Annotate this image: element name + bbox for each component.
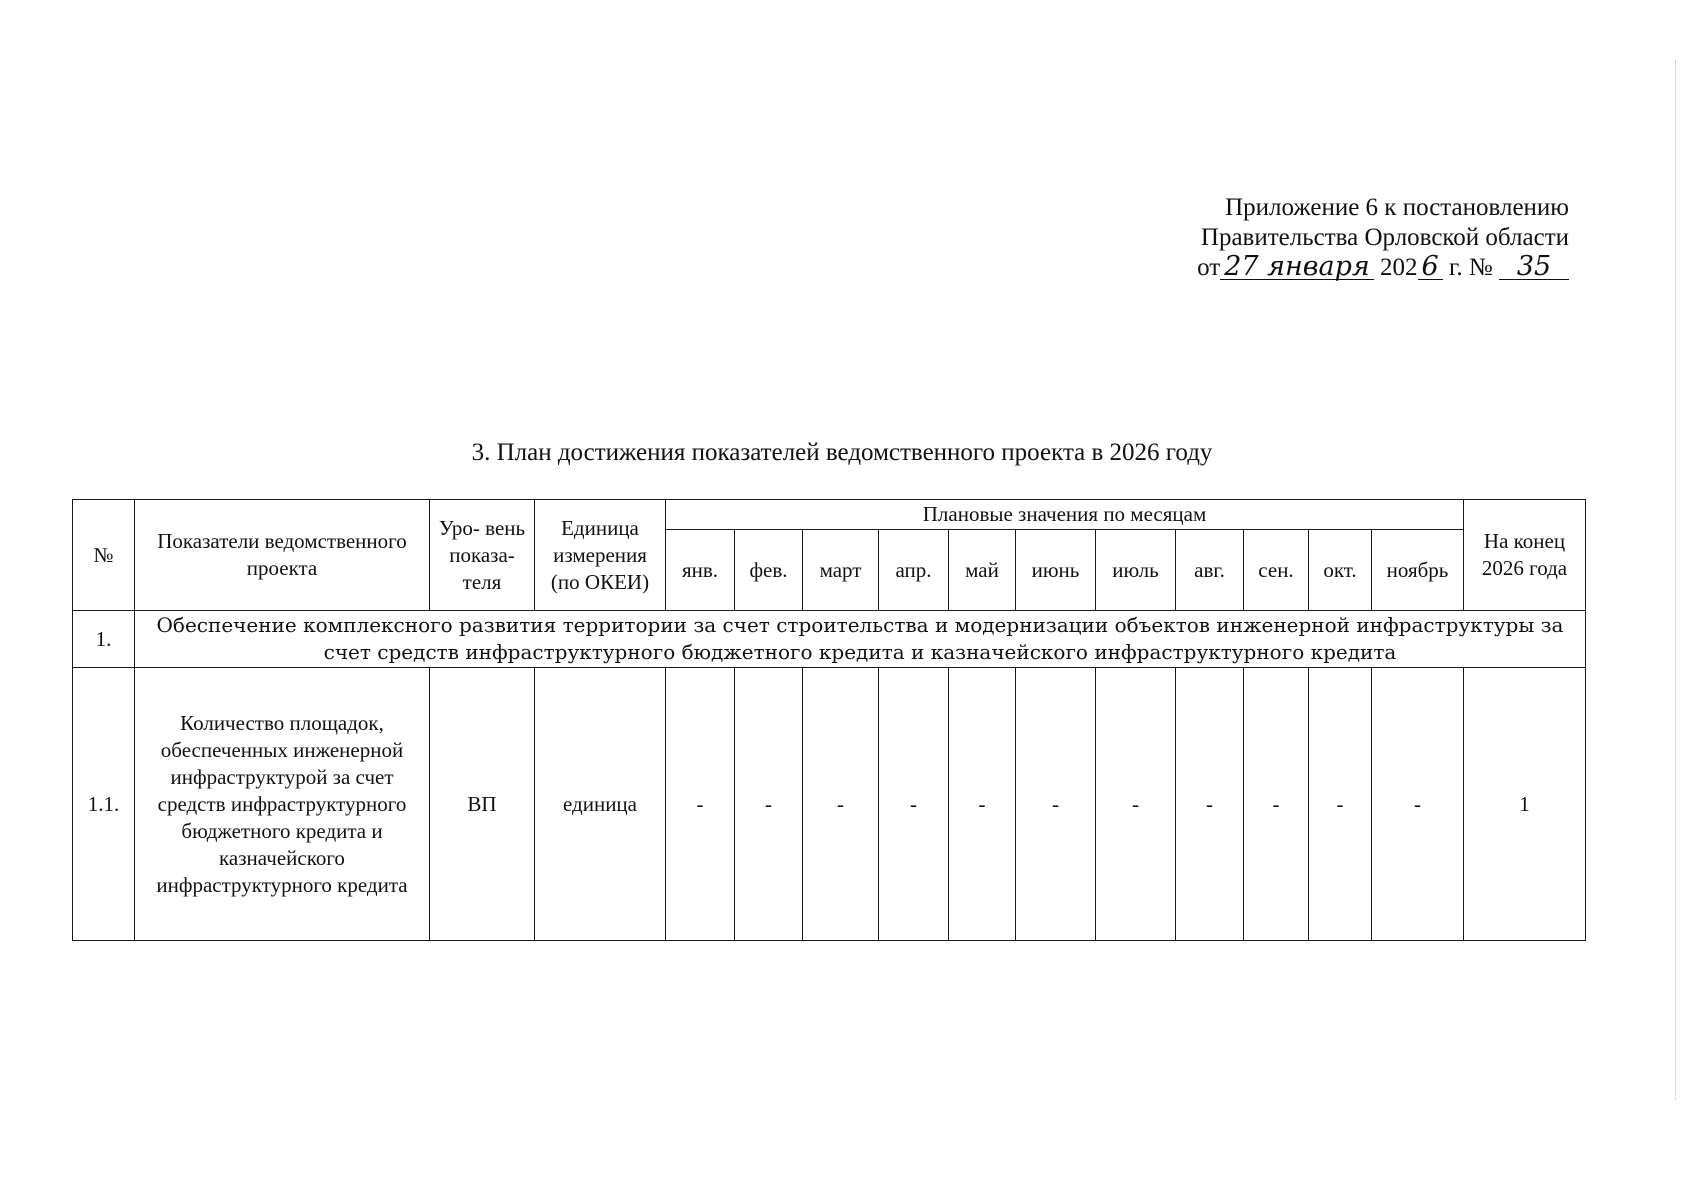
header-month: март [803, 530, 879, 611]
header-month: ноябрь [1372, 530, 1464, 611]
header-month: июль [1096, 530, 1176, 611]
row-month-value: - [1309, 668, 1372, 941]
header-month: авг. [1176, 530, 1244, 611]
handwritten-date: 27 января [1220, 255, 1374, 280]
row-num: 1.1. [73, 668, 135, 941]
row-end-of-year: 1 [1464, 668, 1586, 941]
handwritten-year-digit: 6 [1418, 255, 1443, 280]
plan-table [72, 499, 1586, 941]
document-title: 3. План достижения показателей ведомственного проекта в 2026 году [471, 439, 1213, 466]
appendix-line-3 [1197, 253, 1569, 283]
row-month-value: - [879, 668, 949, 941]
header-month: май [949, 530, 1016, 611]
date-prefix: от [1197, 254, 1221, 281]
appendix-line-2: Правительства Орловской области [1200, 224, 1569, 251]
section-num: 1. [73, 611, 135, 668]
row-unit: единица [535, 668, 666, 941]
row-month-value: - [949, 668, 1016, 941]
header-month: окт. [1309, 530, 1372, 611]
header-month: янв. [666, 530, 735, 611]
table-row [73, 668, 1586, 941]
header-indicator: Показатели ведомственного проекта [135, 500, 430, 611]
row-month-value: - [1016, 668, 1096, 941]
year-prefix: 202 [1380, 254, 1418, 281]
appendix-note [1197, 193, 1569, 283]
row-month-value: - [666, 668, 735, 941]
row-month-value: - [1096, 668, 1176, 941]
header-monthly-group: Плановые значения по месяцам [666, 500, 1464, 530]
handwritten-number: 35 [1499, 255, 1569, 280]
row-month-value: - [803, 668, 879, 941]
number-prefix: г. № [1448, 254, 1493, 281]
header-end-of-year: На конец 2026 года [1464, 500, 1586, 611]
header-level: Уро- вень показа- теля [430, 500, 535, 611]
header-month: апр. [879, 530, 949, 611]
header-month: сен. [1244, 530, 1309, 611]
row-indicator: Количество площадок, обеспеченных инженерной инфраструктурой за счет средств инфраструктурного бюджетного кредита и казначейского инфраструктурного кредита [135, 668, 430, 941]
section-row [73, 611, 1586, 668]
header-month: фев. [735, 530, 803, 611]
row-level: ВП [430, 668, 535, 941]
section-text: Обеспечение комплексного развития территории за счет строительства и модернизации объектов инженерной инфраструктуры за счет средств инфраструктурного бюджетного кредита и казначейского инфраструктурного кредита [135, 611, 1586, 668]
header-unit: Единица измерения (по ОКЕИ) [535, 500, 666, 611]
row-month-value: - [1176, 668, 1244, 941]
header-num: № [73, 500, 135, 611]
scan-edge-dots [1674, 60, 1676, 1100]
header-month: июнь [1016, 530, 1096, 611]
row-month-value: - [1244, 668, 1309, 941]
appendix-line-1: Приложение 6 к постановлению [1225, 194, 1569, 221]
row-month-value: - [1372, 668, 1464, 941]
row-month-value: - [735, 668, 803, 941]
